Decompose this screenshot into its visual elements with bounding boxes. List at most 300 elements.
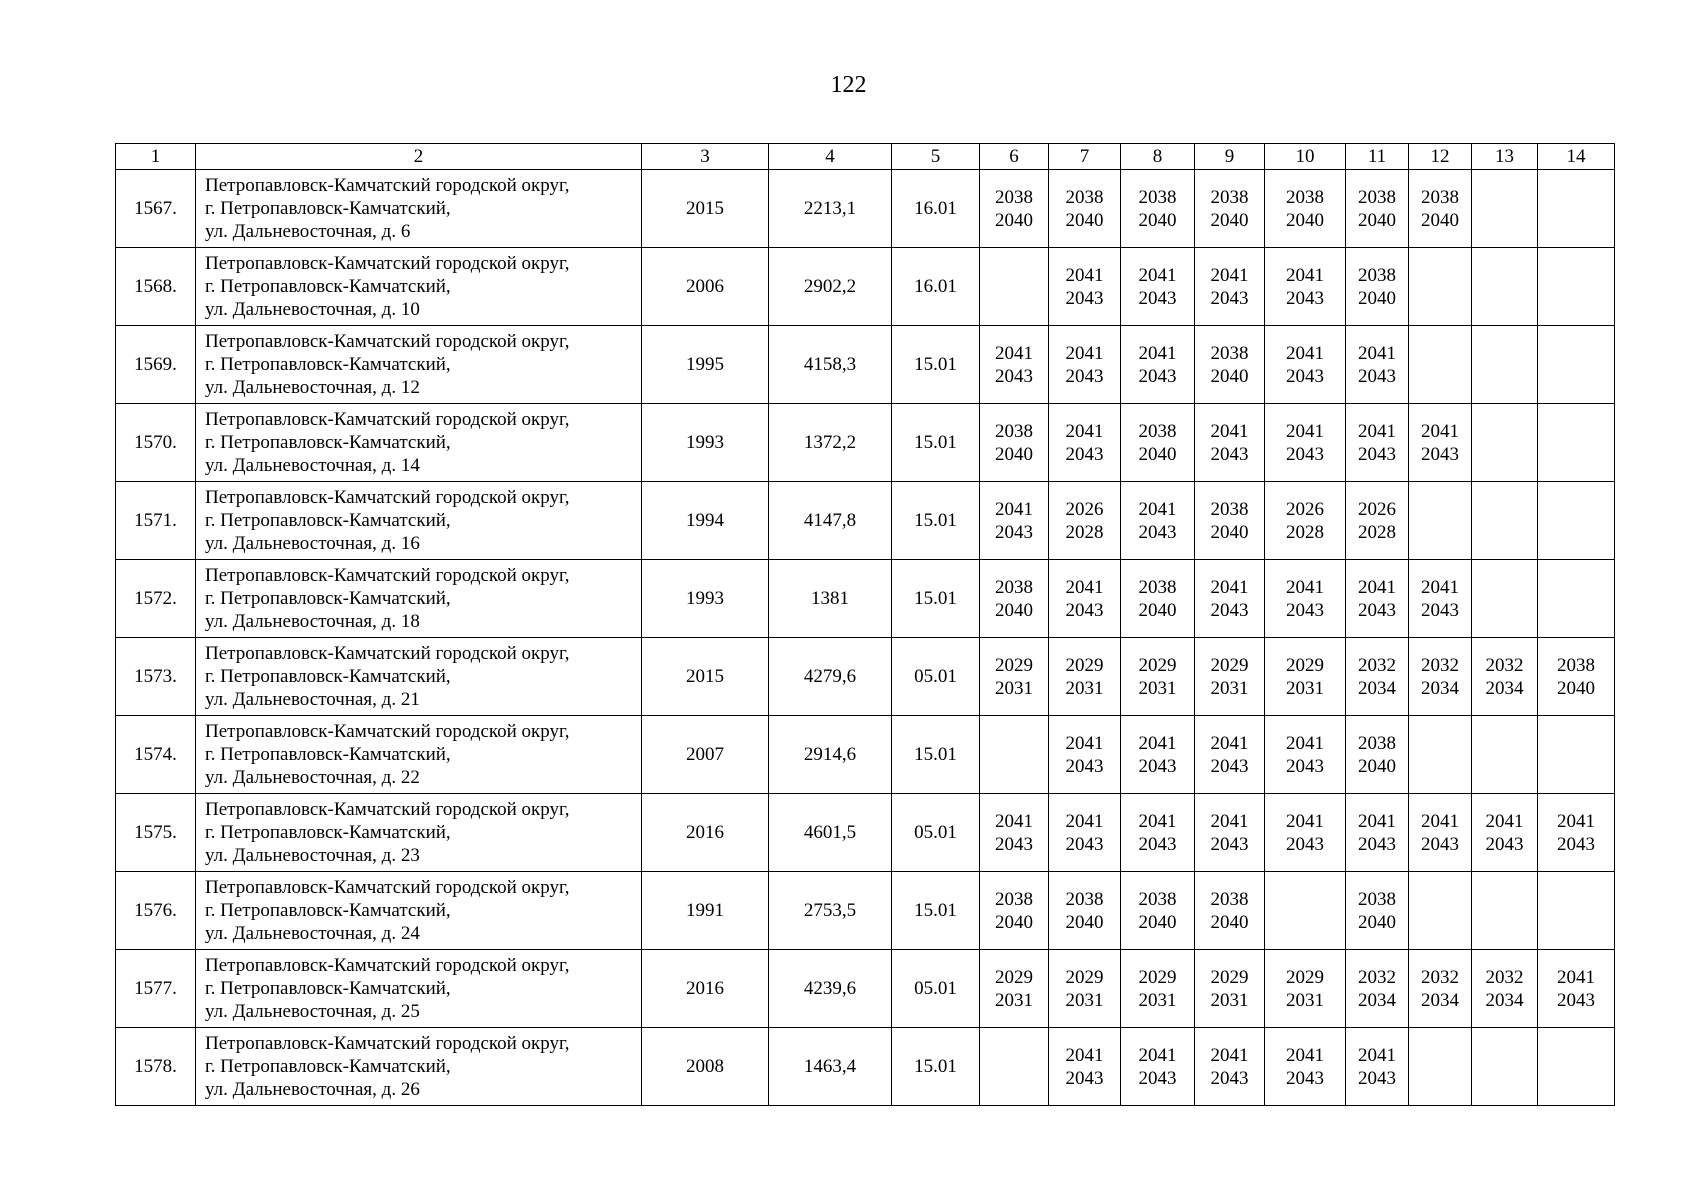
address-line: г. Петропавловск-Камчатский, bbox=[205, 744, 451, 765]
address-line: ул. Дальневосточная, д. 23 bbox=[205, 845, 420, 866]
period-end: 2031 bbox=[1286, 989, 1324, 1011]
total-area: 4601,5 bbox=[769, 794, 892, 872]
period-cell bbox=[1195, 950, 1265, 1028]
period-end: 2043 bbox=[1138, 1067, 1177, 1089]
period-cell bbox=[1346, 716, 1409, 794]
row-number: 1572. bbox=[116, 560, 196, 638]
period-start: 2041 bbox=[1557, 966, 1595, 988]
period-cell bbox=[1049, 872, 1121, 950]
address-line: г. Петропавловск-Камчатский, bbox=[205, 900, 451, 921]
address-line: ул. Дальневосточная, д. 18 bbox=[205, 611, 420, 632]
period-cell bbox=[1346, 482, 1409, 560]
period-cell bbox=[1121, 404, 1195, 482]
period-end: 2043 bbox=[1065, 287, 1104, 309]
period-end: 2043 bbox=[1358, 1067, 1396, 1089]
period-end: 2043 bbox=[1358, 365, 1396, 387]
period-cell bbox=[980, 170, 1049, 248]
column-header-7: 7 bbox=[1049, 144, 1121, 170]
address-cell bbox=[196, 716, 642, 794]
period-start: 2041 bbox=[1286, 420, 1324, 442]
period-cell bbox=[1409, 170, 1472, 248]
period-end: 2040 bbox=[1138, 911, 1177, 933]
period-end: 2043 bbox=[1138, 287, 1177, 309]
period-cell bbox=[1121, 248, 1195, 326]
period-cell bbox=[1346, 248, 1409, 326]
period-end: 2043 bbox=[1358, 599, 1396, 621]
table-row bbox=[116, 950, 1615, 1028]
address-cell bbox=[196, 170, 642, 248]
period-end: 2043 bbox=[995, 365, 1033, 387]
column-header-9: 9 bbox=[1195, 144, 1265, 170]
register-table bbox=[115, 143, 1615, 1106]
period-start: 2029 bbox=[1065, 654, 1104, 676]
period-end: 2043 bbox=[1358, 443, 1396, 465]
period-cell bbox=[1346, 560, 1409, 638]
period-end: 2031 bbox=[1065, 989, 1104, 1011]
period-cell bbox=[1049, 794, 1121, 872]
year-built: 1995 bbox=[642, 326, 769, 404]
period-start: 2038 bbox=[1421, 186, 1459, 208]
period-end: 2043 bbox=[1065, 1067, 1104, 1089]
period-cell bbox=[1346, 170, 1409, 248]
period-cell bbox=[1195, 170, 1265, 248]
period-start: 2038 bbox=[995, 888, 1033, 910]
period-cell bbox=[1195, 326, 1265, 404]
address-line: Петропавловск-Камчатский городской округ, bbox=[205, 799, 570, 820]
period-cell bbox=[1538, 560, 1615, 638]
period-end: 2043 bbox=[1065, 365, 1104, 387]
period-cell bbox=[1472, 872, 1538, 950]
address-line: г. Петропавловск-Камчатский, bbox=[205, 978, 451, 999]
period-start: 2032 bbox=[1421, 654, 1459, 676]
year-built: 2006 bbox=[642, 248, 769, 326]
period-cell bbox=[1409, 404, 1472, 482]
category-code: 15.01 bbox=[892, 482, 980, 560]
total-area: 2213,1 bbox=[769, 170, 892, 248]
header-row bbox=[116, 144, 1615, 170]
row-number: 1578. bbox=[116, 1028, 196, 1106]
period-start: 2041 bbox=[1138, 342, 1177, 364]
address-line: ул. Дальневосточная, д. 14 bbox=[205, 455, 420, 476]
period-cell bbox=[1346, 638, 1409, 716]
period-start: 2041 bbox=[1065, 732, 1104, 754]
period-start: 2038 bbox=[995, 186, 1033, 208]
category-code: 15.01 bbox=[892, 872, 980, 950]
period-start: 2038 bbox=[1065, 888, 1104, 910]
table-row bbox=[116, 248, 1615, 326]
address-cell bbox=[196, 560, 642, 638]
address-line: ул. Дальневосточная, д. 25 bbox=[205, 1001, 420, 1022]
period-cell bbox=[1121, 950, 1195, 1028]
period-start: 2038 bbox=[1358, 732, 1396, 754]
period-end: 2040 bbox=[1358, 755, 1396, 777]
period-cell bbox=[1409, 326, 1472, 404]
period-start: 2029 bbox=[1210, 966, 1249, 988]
period-start: 2038 bbox=[1210, 498, 1249, 520]
period-end: 2040 bbox=[1210, 911, 1249, 933]
table-row bbox=[116, 404, 1615, 482]
period-cell bbox=[1121, 638, 1195, 716]
address-cell bbox=[196, 482, 642, 560]
period-start: 2029 bbox=[1286, 654, 1324, 676]
total-area: 1463,4 bbox=[769, 1028, 892, 1106]
period-start: 2041 bbox=[1286, 810, 1324, 832]
period-cell bbox=[1049, 950, 1121, 1028]
row-number: 1575. bbox=[116, 794, 196, 872]
row-number: 1573. bbox=[116, 638, 196, 716]
period-cell bbox=[980, 716, 1049, 794]
period-start: 2041 bbox=[995, 498, 1033, 520]
period-start: 2041 bbox=[1421, 420, 1459, 442]
address-line: Петропавловск-Камчатский городской округ, bbox=[205, 331, 570, 352]
period-cell bbox=[1346, 794, 1409, 872]
period-end: 2043 bbox=[995, 521, 1033, 543]
period-cell bbox=[1049, 1028, 1121, 1106]
period-cell bbox=[980, 794, 1049, 872]
period-cell bbox=[1265, 560, 1346, 638]
period-end: 2040 bbox=[1358, 287, 1396, 309]
category-code: 16.01 bbox=[892, 170, 980, 248]
column-header-2: 2 bbox=[196, 144, 642, 170]
address-line: г. Петропавловск-Камчатский, bbox=[205, 432, 451, 453]
period-cell bbox=[1409, 950, 1472, 1028]
period-cell bbox=[980, 950, 1049, 1028]
period-cell bbox=[1049, 560, 1121, 638]
address-line: Петропавловск-Камчатский городской округ, bbox=[205, 955, 570, 976]
period-cell bbox=[1195, 404, 1265, 482]
address-line: Петропавловск-Камчатский городской округ, bbox=[205, 1033, 570, 1054]
address-line: ул. Дальневосточная, д. 24 bbox=[205, 923, 420, 944]
period-end: 2043 bbox=[1286, 287, 1324, 309]
period-start: 2041 bbox=[1210, 732, 1249, 754]
period-cell bbox=[1049, 482, 1121, 560]
period-cell bbox=[1195, 560, 1265, 638]
address-line: Петропавловск-Камчатский городской округ, bbox=[205, 253, 570, 274]
period-start: 2032 bbox=[1485, 966, 1524, 988]
period-end: 2034 bbox=[1485, 989, 1524, 1011]
period-cell bbox=[1265, 248, 1346, 326]
period-end: 2040 bbox=[1138, 443, 1177, 465]
period-cell bbox=[1121, 716, 1195, 794]
period-start: 2041 bbox=[1286, 264, 1324, 286]
period-cell bbox=[1409, 248, 1472, 326]
category-code: 05.01 bbox=[892, 794, 980, 872]
period-cell bbox=[1409, 872, 1472, 950]
address-line: Петропавловск-Камчатский городской округ, bbox=[205, 721, 570, 742]
period-cell bbox=[1472, 170, 1538, 248]
period-cell bbox=[1265, 170, 1346, 248]
address-cell bbox=[196, 638, 642, 716]
total-area: 2753,5 bbox=[769, 872, 892, 950]
period-start: 2041 bbox=[1138, 264, 1177, 286]
address-line: г. Петропавловск-Камчатский, bbox=[205, 510, 451, 531]
period-cell bbox=[1346, 404, 1409, 482]
column-header-11: 11 bbox=[1346, 144, 1409, 170]
address-line: г. Петропавловск-Камчатский, bbox=[205, 198, 451, 219]
period-cell bbox=[1538, 404, 1615, 482]
year-built: 2007 bbox=[642, 716, 769, 794]
period-cell bbox=[1195, 716, 1265, 794]
period-end: 2043 bbox=[1138, 365, 1177, 387]
period-end: 2043 bbox=[1210, 755, 1249, 777]
period-end: 2040 bbox=[995, 209, 1033, 231]
period-end: 2040 bbox=[1210, 365, 1249, 387]
address-line: г. Петропавловск-Камчатский, bbox=[205, 666, 451, 687]
row-number: 1576. bbox=[116, 872, 196, 950]
address-line: г. Петропавловск-Камчатский, bbox=[205, 276, 451, 297]
address-line: г. Петропавловск-Камчатский, bbox=[205, 1056, 451, 1077]
period-cell bbox=[1472, 794, 1538, 872]
address-cell bbox=[196, 794, 642, 872]
period-cell bbox=[1409, 794, 1472, 872]
period-cell bbox=[1538, 794, 1615, 872]
period-end: 2043 bbox=[1421, 443, 1459, 465]
period-cell bbox=[1472, 560, 1538, 638]
address-cell bbox=[196, 326, 642, 404]
period-start: 2038 bbox=[1210, 186, 1249, 208]
period-start: 2038 bbox=[1138, 888, 1177, 910]
total-area: 4147,8 bbox=[769, 482, 892, 560]
period-end: 2043 bbox=[1286, 1067, 1324, 1089]
period-start: 2041 bbox=[1210, 1044, 1249, 1066]
period-end: 2043 bbox=[995, 833, 1033, 855]
row-number: 1571. bbox=[116, 482, 196, 560]
period-cell bbox=[1538, 950, 1615, 1028]
total-area: 4279,6 bbox=[769, 638, 892, 716]
period-end: 2040 bbox=[1065, 209, 1104, 231]
year-built: 1991 bbox=[642, 872, 769, 950]
year-built: 2015 bbox=[642, 638, 769, 716]
period-end: 2028 bbox=[1358, 521, 1396, 543]
period-cell bbox=[1409, 716, 1472, 794]
period-start: 2041 bbox=[1557, 810, 1595, 832]
period-start: 2041 bbox=[1210, 264, 1249, 286]
period-end: 2040 bbox=[1065, 911, 1104, 933]
period-cell bbox=[1121, 326, 1195, 404]
period-cell bbox=[1265, 638, 1346, 716]
column-header-14: 14 bbox=[1538, 144, 1615, 170]
address-line: Петропавловск-Камчатский городской округ, bbox=[205, 643, 570, 664]
period-start: 2041 bbox=[1485, 810, 1524, 832]
year-built: 1993 bbox=[642, 404, 769, 482]
period-end: 2034 bbox=[1485, 677, 1524, 699]
period-cell bbox=[1538, 326, 1615, 404]
period-cell bbox=[1538, 638, 1615, 716]
period-cell bbox=[1538, 170, 1615, 248]
period-cell bbox=[1265, 404, 1346, 482]
column-header-3: 3 bbox=[642, 144, 769, 170]
period-start: 2038 bbox=[1138, 420, 1177, 442]
period-start: 2041 bbox=[1421, 810, 1459, 832]
period-end: 2040 bbox=[1358, 911, 1396, 933]
period-start: 2041 bbox=[1210, 810, 1249, 832]
total-area: 4239,6 bbox=[769, 950, 892, 1028]
period-cell bbox=[1049, 248, 1121, 326]
row-number: 1577. bbox=[116, 950, 196, 1028]
period-cell bbox=[1195, 638, 1265, 716]
period-end: 2043 bbox=[1421, 599, 1459, 621]
period-start: 2026 bbox=[1065, 498, 1104, 520]
column-header-8: 8 bbox=[1121, 144, 1195, 170]
period-start: 2038 bbox=[1358, 264, 1396, 286]
period-start: 2041 bbox=[1358, 576, 1396, 598]
period-start: 2029 bbox=[1138, 654, 1177, 676]
period-start: 2038 bbox=[1557, 654, 1595, 676]
period-cell bbox=[1049, 170, 1121, 248]
period-end: 2043 bbox=[1138, 755, 1177, 777]
address-line: ул. Дальневосточная, д. 22 bbox=[205, 767, 420, 788]
total-area: 1372,2 bbox=[769, 404, 892, 482]
period-start: 2041 bbox=[1286, 342, 1324, 364]
period-cell bbox=[980, 326, 1049, 404]
period-end: 2043 bbox=[1065, 755, 1104, 777]
period-end: 2031 bbox=[1065, 677, 1104, 699]
period-cell bbox=[1409, 560, 1472, 638]
period-end: 2043 bbox=[1557, 833, 1595, 855]
category-code: 15.01 bbox=[892, 404, 980, 482]
period-end: 2031 bbox=[995, 989, 1033, 1011]
period-cell bbox=[980, 638, 1049, 716]
period-start: 2041 bbox=[1286, 1044, 1324, 1066]
table-header bbox=[116, 144, 1615, 170]
category-code: 05.01 bbox=[892, 950, 980, 1028]
period-start: 2032 bbox=[1421, 966, 1459, 988]
period-cell bbox=[1346, 950, 1409, 1028]
period-start: 2029 bbox=[1065, 966, 1104, 988]
period-end: 2034 bbox=[1358, 989, 1396, 1011]
period-start: 2041 bbox=[1065, 264, 1104, 286]
address-cell bbox=[196, 248, 642, 326]
period-cell bbox=[980, 560, 1049, 638]
address-line: Петропавловск-Камчатский городской округ, bbox=[205, 409, 570, 430]
period-start: 2038 bbox=[1358, 888, 1396, 910]
address-line: г. Петропавловск-Камчатский, bbox=[205, 822, 451, 843]
year-built: 2015 bbox=[642, 170, 769, 248]
period-end: 2031 bbox=[1210, 677, 1249, 699]
year-built: 1994 bbox=[642, 482, 769, 560]
period-end: 2028 bbox=[1065, 521, 1104, 543]
period-end: 2043 bbox=[1286, 755, 1324, 777]
period-end: 2043 bbox=[1210, 443, 1249, 465]
period-cell bbox=[1409, 638, 1472, 716]
total-area: 1381 bbox=[769, 560, 892, 638]
period-cell bbox=[1049, 326, 1121, 404]
period-cell bbox=[1121, 560, 1195, 638]
address-line: ул. Дальневосточная, д. 12 bbox=[205, 377, 420, 398]
period-start: 2041 bbox=[1421, 576, 1459, 598]
period-end: 2034 bbox=[1421, 989, 1459, 1011]
period-end: 2043 bbox=[1210, 1067, 1249, 1089]
period-end: 2040 bbox=[1210, 521, 1249, 543]
period-start: 2032 bbox=[1358, 966, 1396, 988]
period-end: 2031 bbox=[995, 677, 1033, 699]
category-code: 15.01 bbox=[892, 560, 980, 638]
period-start: 2041 bbox=[1065, 420, 1104, 442]
address-cell bbox=[196, 404, 642, 482]
period-end: 2031 bbox=[1210, 989, 1249, 1011]
column-header-13: 13 bbox=[1472, 144, 1538, 170]
period-cell bbox=[1409, 1028, 1472, 1106]
period-start: 2026 bbox=[1286, 498, 1324, 520]
period-cell bbox=[1195, 794, 1265, 872]
period-start: 2029 bbox=[1210, 654, 1249, 676]
period-cell bbox=[1538, 872, 1615, 950]
row-number: 1567. bbox=[116, 170, 196, 248]
period-start: 2041 bbox=[1138, 498, 1177, 520]
year-built: 1993 bbox=[642, 560, 769, 638]
period-cell bbox=[1265, 872, 1346, 950]
period-end: 2040 bbox=[1358, 209, 1396, 231]
period-start: 2041 bbox=[1358, 810, 1396, 832]
period-cell bbox=[1472, 638, 1538, 716]
table-row bbox=[116, 1028, 1615, 1106]
period-end: 2043 bbox=[1065, 833, 1104, 855]
table-row bbox=[116, 638, 1615, 716]
address-line: г. Петропавловск-Камчатский, bbox=[205, 588, 451, 609]
period-cell bbox=[1472, 482, 1538, 560]
period-end: 2040 bbox=[1138, 209, 1177, 231]
column-header-1: 1 bbox=[116, 144, 196, 170]
table-row bbox=[116, 794, 1615, 872]
year-built: 2016 bbox=[642, 950, 769, 1028]
period-cell bbox=[1121, 1028, 1195, 1106]
period-start: 2041 bbox=[1358, 420, 1396, 442]
period-cell bbox=[1472, 404, 1538, 482]
period-start: 2029 bbox=[1138, 966, 1177, 988]
year-built: 2016 bbox=[642, 794, 769, 872]
total-area: 4158,3 bbox=[769, 326, 892, 404]
period-end: 2043 bbox=[1210, 599, 1249, 621]
period-start: 2041 bbox=[1138, 810, 1177, 832]
category-code: 15.01 bbox=[892, 326, 980, 404]
period-end: 2031 bbox=[1286, 677, 1324, 699]
period-cell bbox=[1538, 482, 1615, 560]
period-start: 2038 bbox=[995, 576, 1033, 598]
period-end: 2043 bbox=[1557, 989, 1595, 1011]
period-cell bbox=[1195, 1028, 1265, 1106]
period-start: 2041 bbox=[1138, 732, 1177, 754]
period-end: 2028 bbox=[1286, 521, 1324, 543]
period-start: 2041 bbox=[1358, 342, 1396, 364]
address-line: Петропавловск-Камчатский городской округ, bbox=[205, 877, 570, 898]
period-end: 2040 bbox=[995, 443, 1033, 465]
period-end: 2031 bbox=[1138, 677, 1177, 699]
period-end: 2043 bbox=[1286, 365, 1324, 387]
period-end: 2043 bbox=[1065, 599, 1104, 621]
period-cell bbox=[980, 1028, 1049, 1106]
column-header-4: 4 bbox=[769, 144, 892, 170]
row-number: 1568. bbox=[116, 248, 196, 326]
period-start: 2041 bbox=[1065, 810, 1104, 832]
period-start: 2041 bbox=[1286, 732, 1324, 754]
period-end: 2043 bbox=[1286, 833, 1324, 855]
period-end: 2043 bbox=[1210, 287, 1249, 309]
period-cell bbox=[1121, 482, 1195, 560]
table-row bbox=[116, 560, 1615, 638]
period-start: 2041 bbox=[1065, 342, 1104, 364]
period-end: 2040 bbox=[1557, 677, 1595, 699]
period-cell bbox=[1472, 248, 1538, 326]
period-start: 2032 bbox=[1485, 654, 1524, 676]
category-code: 15.01 bbox=[892, 1028, 980, 1106]
period-end: 2043 bbox=[1485, 833, 1524, 855]
address-cell bbox=[196, 950, 642, 1028]
period-cell bbox=[1346, 326, 1409, 404]
table-row bbox=[116, 482, 1615, 560]
page-number: 122 bbox=[830, 72, 867, 98]
table-row bbox=[116, 716, 1615, 794]
period-start: 2041 bbox=[1210, 576, 1249, 598]
